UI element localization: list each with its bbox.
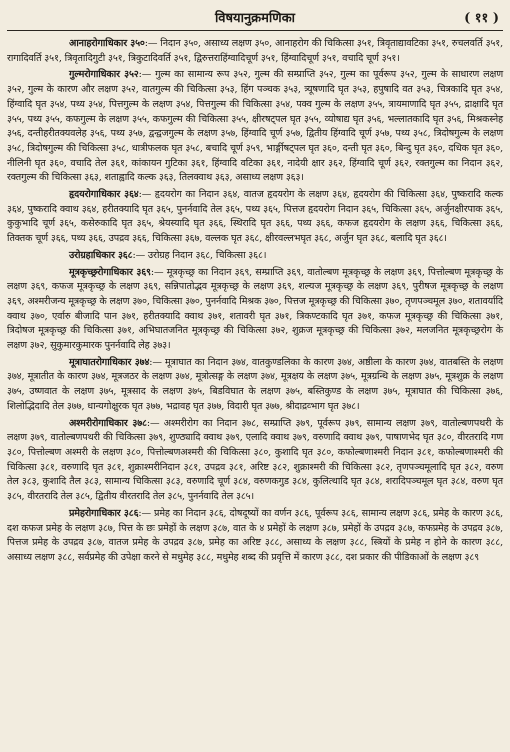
index-entry-anaha bbox=[7, 37, 503, 66]
index-body bbox=[7, 37, 503, 566]
page-header bbox=[7, 6, 503, 31]
section-text: :— मूत्राघात का निदान ३७४, वातकुण्डलिका के कारण ३७४, अष्ठीला के कारण ३७४, वातबस्ति के लक्षण ३७४, मूत्रातीत के कारण ३७४, मूत्रजठर के लक्षण ३७४, मूत्रोत्सङ्ग के लक्षण ३७४, मूत्रक्षय के लक्षण ३७५, मूत्रग्रन्थि के लक्षण ३७५, मूत्रशुक्र के लक्षण ३७५, उष्णवात के लक्षण ३७५, मूत्रसाद के लक्षण ३७५, बिडविघात के लक्षण ३७५, बस्तिकुण्ड के लक्षण ३७५, मूत्राघात की चिकित्सा ३७६, शिलोद्भिदादि तेल ३७७, धान्यगोक्षुरक घृत ३७७, भद्रावह घृत ३७७, विदारी घृत ३७७, श्रीदाद्रव्भाग घृत ३७८। bbox=[7, 356, 503, 412]
section-text: :— हृदयरोग का निदान ३६४, वातज हृदयरोग के लक्षण ३६४, हृदयरोग की चिकित्सा ३६४, पुष्करादि कल्क ३६४, पुष्करादि क्वाथ ३६४, हरीतक्यादि घृत ३६५, पुनर्नवादि तेल ३६५, पथ्य ३६५, पित्तज हृदयरोग निदान ३६५, चिकित्सा ३६५, अर्जुनक्षीरपाक ३६५, कुकुभादि चूर्ण ३६५, कसेरुकादि घृत ३६५, श्रेयस्यादि घृत ३६६, स्थिरादि घृत ३६६, पथ्य ३६६, कफज हृदयरोग के लक्षण ३६६, चिकित्सा ३६६, तिक्तक चूर्ण ३६६, पथ्य ३६६, उपद्रव ३६६, चिकित्सा ३६७, वल्लक घृत ३६८, क्षीरवल्लभघृत ३६८, अर्जुन घृत ३६८, बलादि घृत ३६८। bbox=[7, 189, 503, 245]
index-entry-urograha bbox=[7, 249, 503, 264]
section-text: :— उरोग्रह निदान ३६८, चिकित्सा ३६८। bbox=[132, 249, 267, 261]
section-text: :— अश्मरीरोग का निदान ३७८, सम्प्राप्ति ३७९, पूर्वरूप ३७९, सामान्य लक्षण ३७९, वातोल्बणपथरी के लक्षण ३७९, वातोल्बणपथरी की चिकित्सा ३७९, शुण्ठ्यादि क्वाथ ३७९, एलादि क्वाथ ३७९, वरुणादि क्वाथ ३७९, पाषाणभेद घृत ३८०, वीरतरादि गण ३८०, पित्तोल्बण अश्मरी के लक्षण ३८०, पित्तोल्बणअश्मरी की चिकित्सा ३८०, कुशादि घृत ३८०, कफोल्बणाश्मरी निदान ३८१, कफोल्बणाश्मरी की चिकित्सा ३८१, वरुणादि घृत ३८१, शुक्राश्मरीनिदान ३८१, उपद्रव ३८१, अरिष्ट ३८२, शुक्राश्मरी की चिकित्सा ३८२, तृणपञ्चमूलादि घृत ३८२, वरुण तेल ३८३, कुशादि तैल ३८३, सामान्य चिकित्सा ३८३, वरुणादि चूर्ण ३८४, वरुणकगुड ३८४, कुलित्थादि घृत ३८४, शरादिपञ्चमूल घृत ३८४, वरुण घृत ३८५, वीरतरादि तेल ३८५, द्वितीय वीरतरादि तेल ३८५, पुनर्नवादि तेल ३८५। bbox=[7, 417, 503, 503]
section-text: :— प्रमेह का निदान ३८६, दोषदूष्यों का वर्णन ३८६, पूर्वरूप ३८६, सामान्य लक्षण ३८६, प्रमेह के कारण ३८६, दश कफज प्रमेह के लक्षण ३८७, पित्त के छः प्रमेहों के लक्षण ३८७, वात के ४ प्रमेहों के लक्षण ३८७, प्रमेहों के उपद्रव ३८७, कफप्रमेह के उपद्रव ३८७, पित्तज प्रमेह के उपद्रव ३८७, वातज प्रमेह के उपद्रव ३८७, प्रमेह का अरिष्ट ३८८, असाध्य के लक्षण ३८८, स्त्रियों के प्रमेह न होने के कारण ३८८, असाध्य लक्षण ३८८, सर्वप्रमेह की उपेक्षा करने से मधुमेह ३८८, मधुमेह शब्द की प्रवृत्ति में कारण ३८८, दश प्रकार की पीडिकाओं के लक्षण ३८९ bbox=[7, 507, 503, 563]
section-heading: उरोग्रहाधिकार ३६८ bbox=[69, 249, 133, 261]
section-heading: आनाहरोगाधिकार ३५० bbox=[69, 38, 145, 49]
section-text: :— मूत्रकृच्छ्र का निदान ३६९, सम्प्राप्ति ३६९, वातोल्बण मूत्रकृच्छ्र के लक्षण ३६९, पित्तोल्बण मूत्रकृच्छ्र के लक्षण ३६९, कफज मूत्रकृच्छ्र के लक्षण ३६९, सन्निपातोद्भव मूत्रकृच्छ्र के लक्षण ३६९, शल्यज मूत्रकृच्छ्र के लक्षण ३६९, पुरीषज मूत्रकृच्छ्र के लक्षण ३६९, अश्मरीजन्य मूत्रकृच्छ्र के लक्षण ३७०, चिकित्सा ३७०, पुनर्नवादि मिश्रक ३७०, पित्तज मूत्रकृच्छ्र की चिकित्सा ३७०, तृणपञ्चमूल ३७०, शतावर्यादि क्वाथ ३७०, एर्वारु बीजादि पान ३७१, हरीतक्यादि क्वाथ ३७१, शतावरी घृत ३७१, त्रिकण्टकादि घृत ३७१, कफज मूत्रकृच्छ्र की चिकित्सा ३७१, त्रिदोषज मूत्रकृच्छ्र की चिकित्सा ३७१, अभिघातजनित मूत्रकृच्छ्र की चिकित्सा ३७२, शुक्रज मूत्रकृच्छ्र की चिकित्सा ३७२, मलजनित मूत्रकृच्छ्ररोग के लक्षण ३७२, सुकुमारकुमारक पुनर्नवादि लेह ३७३। bbox=[7, 266, 503, 352]
index-entry-gulma bbox=[7, 68, 503, 186]
section-heading: अश्मरीरोगाधिकार ३७८ bbox=[69, 417, 147, 429]
index-entry-mutrakrichhra bbox=[7, 266, 503, 354]
index-entry-hridaya bbox=[7, 188, 503, 247]
index-entry-mutraghata bbox=[7, 356, 503, 415]
section-text: :— निदान ३५०, असाध्य लक्षण ३५०, आनाहरोग की चिकित्सा ३५१, त्रिवृताद्यावटिका ३५१, रुचलवर्ति ३५१, रागादिवर्ति ३५१, त्रिवृतादिगुटी ३५१, त्रिकुटादिवर्ति ३५१, द्विरुत्तराहिंग्वादिचूर्ण ३५१, हिंग्वादिचूर्ण ३५१, वचादि चूर्ण ३५१। bbox=[7, 38, 503, 64]
section-heading: हृदयरोगाधिकार ३६४ bbox=[69, 189, 139, 201]
page-title: विषयानुक्रमणिका bbox=[214, 11, 296, 26]
index-entry-prameha bbox=[7, 507, 503, 566]
section-heading: प्रमेहरोगाधिकार ३८६ bbox=[69, 507, 139, 519]
page-number: ( ११ ) bbox=[464, 11, 499, 26]
section-heading: मूत्राघातरोगाधिकार ३७४ bbox=[69, 356, 150, 368]
section-heading: गुल्मरोगाधिकार ३५२ bbox=[69, 69, 139, 81]
section-heading: मूत्रकृच्छ्ररोगाधिकार ३६९ bbox=[69, 266, 151, 278]
section-text: :— गुल्म का सामान्य रूप ३५२, गुल्म की सम्प्राप्ति ३५२, गुल्म का पूर्वरूप ३५२, गुल्म के साधारण लक्षण ३५२, गुल्म के कारण और लक्षण ३५२, वातगुल्म की चिकित्सा ३५३, हिंग पञ्चक ३५३, त्र्यूषणादि घृत ३५३, हपुषादि वत ३५३, चित्रकादि घृत ३५४, हिंग्वादि घृत ३५४, पथ्य ३५४, पित्तगुल्म के लक्षण ३५४, पित्तगुल्म की चिकित्सा ३५४, पक्व गुल्म के लक्षण ३५५, त्रायमाणादि घृत ३५५, द्राक्षादि घृत ३५५, पथ्य ३५५, कफगुल्म के लक्षण ३५५, कफगुल्म की चिकित्सा ३५५, क्षीरषट्पल घृत ३५५, व्योषाद्य घृत ३५६, भल्लातकादि घृत ३५६, मिश्रकस्नेह ३५६, दन्तीहरीतक्यवलेह ३५६, पथ्य ३५७, द्वन्द्वजगुल्म के लक्षण ३५७, हिंग्वादि चूर्ण ३५७, द्वितीय हिंग्वादि चूर्ण ३५७, पथ्य ३५८, त्रिदोषगुल्म के लक्षण ३५८, त्रिदोषगुल्म की चिकित्सा ३५८, धात्रीफलक घृत ३५८, बचादि चूर्ण ३५९, भार्ङ्गीषट्पल घृत ३६०, दन्ती घृत ३६०, बिन्दु घृत ३६०, दधिक घृत ३६०, नीलिनी घृत ३६०, वचादि तेल ३६१, कांकायन गुटिका ३६१, हिंग्वादि वटिका ३६१, नादेयी क्षार ३६२, हिंग्वादि चूर्ण ३६२, रक्तगुल्म का निदान ३६२, रक्तगुल्म की चिकित्सा ३६३, शताह्वादि कल्क ३६३, तिलक्वाथ ३६३, असाध्य लक्षण ३६३। bbox=[7, 69, 503, 184]
index-entry-ashmari bbox=[7, 417, 503, 505]
